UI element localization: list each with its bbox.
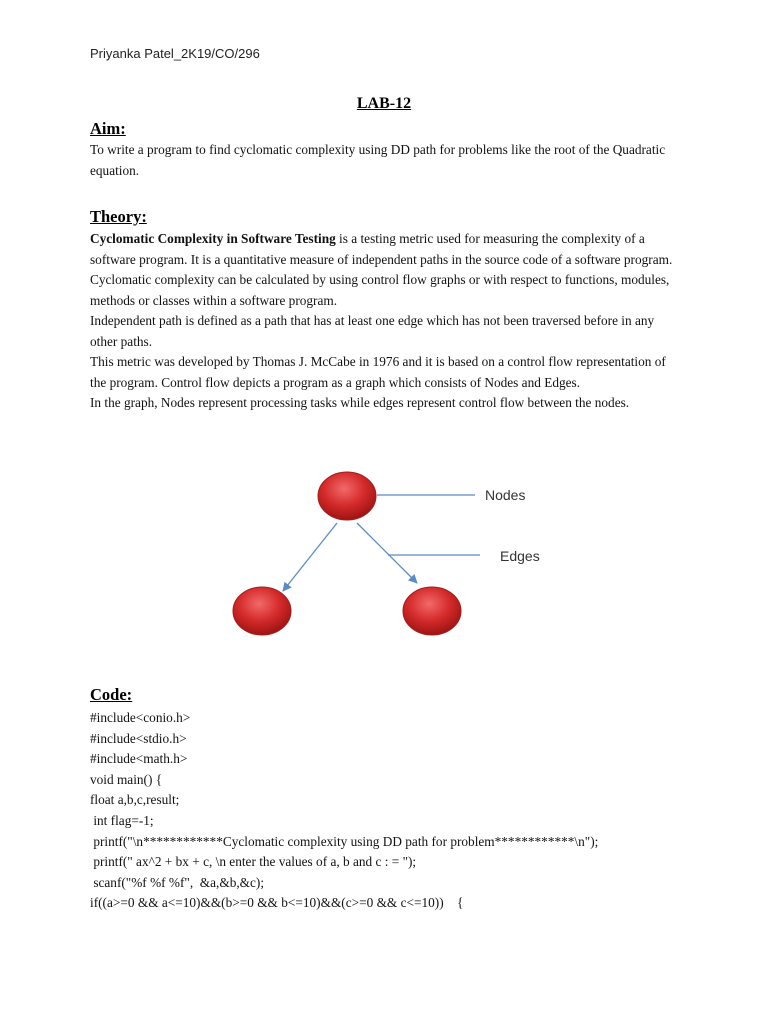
code-line: #include<stdio.h> bbox=[90, 730, 187, 746]
code-line: #include<conio.h> bbox=[90, 710, 191, 725]
theory-paragraph-1-rest: is a testing metric used for measuring the complexity of a software program. It is a quantitative measure of independent paths in the source code of a software program. Cyclomatic complexity can be calculated by using control flow graphs or with respect to functions, modules, methods or classes within a software program. bbox=[90, 231, 673, 308]
node-top bbox=[318, 472, 376, 520]
lab-title: LAB-12 bbox=[356, 95, 412, 112]
nodes-label: Nodes bbox=[485, 487, 526, 503]
node-left bbox=[233, 587, 291, 635]
diagram-svg bbox=[225, 465, 565, 645]
aim-text bbox=[90, 140, 680, 181]
aim-paragraph: To write a program to find cyclomatic complexity using DD path for problems like the root of the Quadratic equation. bbox=[90, 142, 666, 178]
edge-left bbox=[283, 523, 337, 591]
node-right bbox=[403, 587, 461, 635]
theory-heading: Theory: bbox=[90, 207, 147, 226]
theory-paragraph-3: This metric was developed by Thomas J. McCabe in 1976 and it is based on a control flow representation of the program. Control flow depicts a program as a graph which consists of Nodes and Edges. bbox=[90, 354, 666, 390]
edge-right bbox=[357, 523, 417, 583]
code-line: printf(" ax^2 + bx + c, \n enter the values of a, b and c : = "); bbox=[90, 854, 417, 870]
code-line: #include<math.h> bbox=[90, 751, 188, 767]
code-line: float a,b,c,result; bbox=[90, 792, 180, 808]
control-flow-diagram bbox=[225, 465, 565, 650]
code-line: scanf("%f %f %f", &a,&b,&c); bbox=[90, 874, 265, 890]
edges-label: Edges bbox=[500, 548, 540, 564]
theory-text bbox=[90, 229, 680, 414]
theory-paragraph-4: In the graph, Nodes represent processing tasks while edges represent control flow between the nodes. bbox=[90, 395, 630, 410]
code-line: printf("\n************Cyclomatic complexity using DD path for problem************\n"); bbox=[90, 833, 599, 849]
code-block bbox=[90, 708, 730, 914]
theory-term: Cyclomatic Complexity in Software Testing bbox=[90, 231, 336, 246]
theory-paragraph-2: Independent path is defined as a path that has at least one edge which has not been traversed before in any other paths. bbox=[90, 313, 655, 349]
code-line: if((a>=0 && a<=10)&&(b>=0 && b<=10)&&(c>=0 && c<=10)) { bbox=[90, 895, 464, 911]
theory-paragraph-1 bbox=[90, 229, 680, 311]
code-heading: Code: bbox=[90, 685, 133, 704]
author-header: Priyanka Patel_2K19/CO/296 bbox=[90, 46, 260, 61]
code-line: void main() { bbox=[90, 771, 163, 787]
aim-heading: Aim: bbox=[90, 119, 126, 138]
code-line: int flag=-1; bbox=[90, 812, 154, 828]
